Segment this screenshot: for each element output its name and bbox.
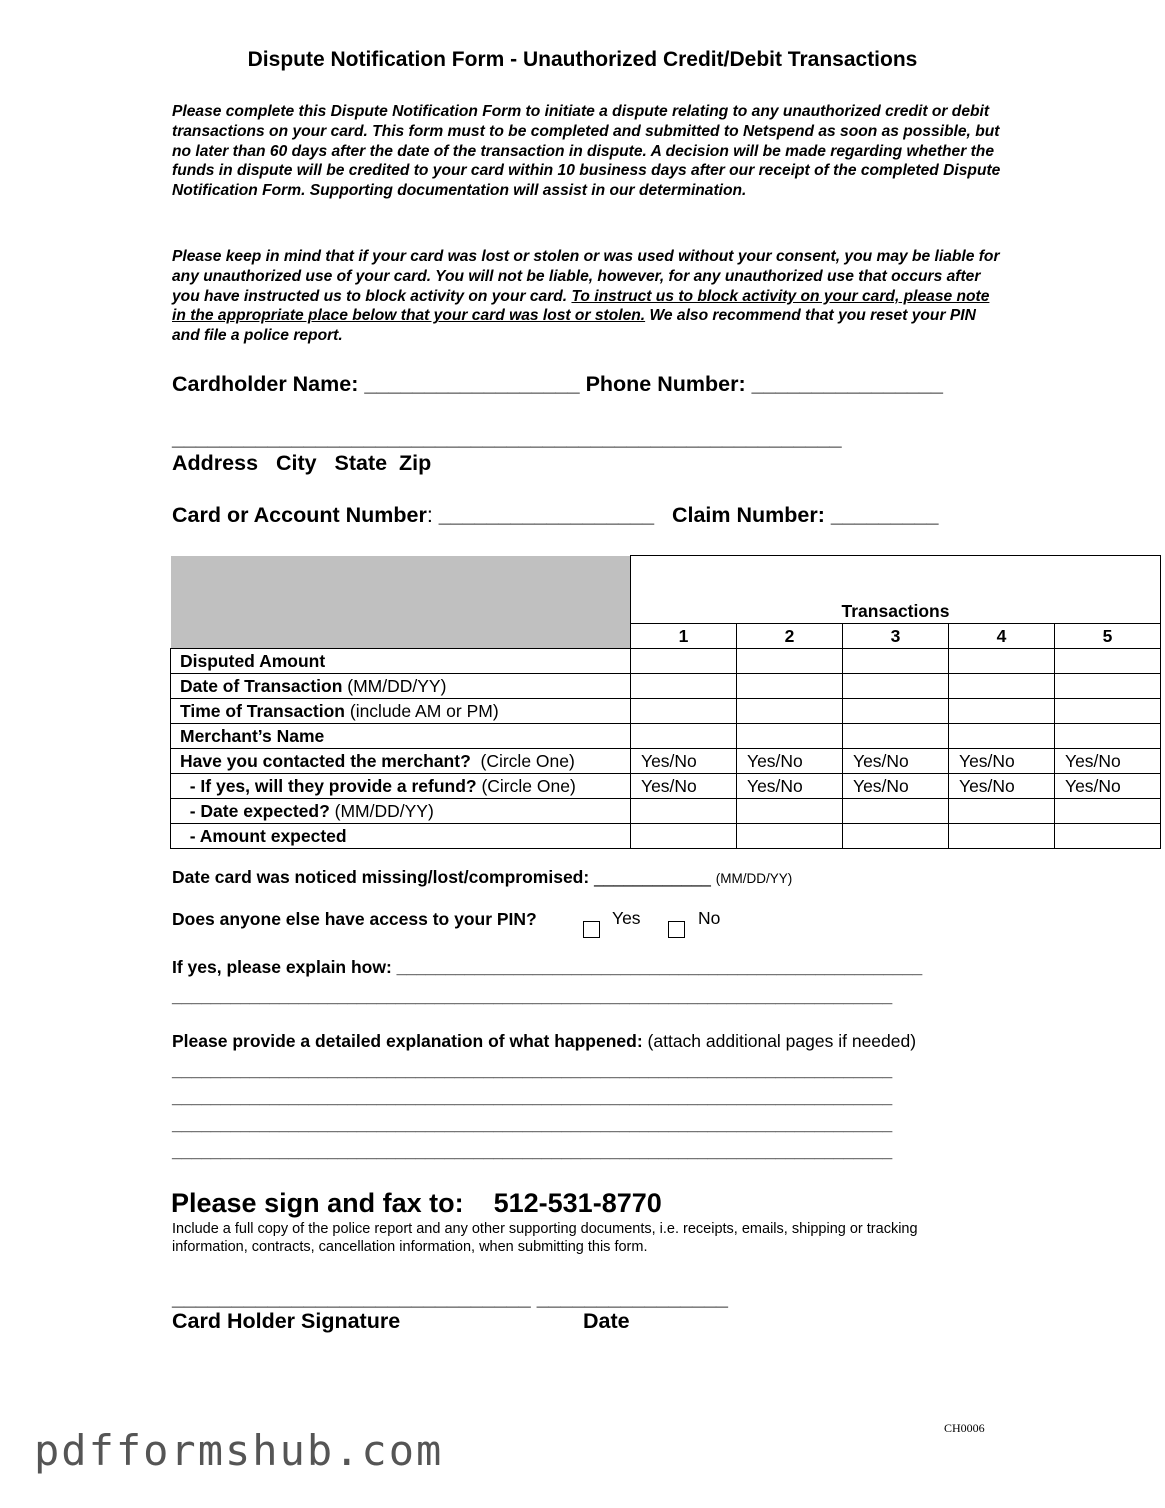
address-label: Address City State Zip <box>172 451 432 475</box>
table-cell[interactable] <box>631 674 737 699</box>
table-cell[interactable]: Yes/No <box>631 749 737 774</box>
intro-paragraph-1: Please complete this Dispute Notification Form to initiate a dispute relating to any unauthorized credit or debit transactions on your card. This form must to be completed and submitted to Netspend as soon as possible, but no later than 60 days after the date of the transaction in dispute. A decision will be made regarding whether the funds in dispute will be credited to your card within 10 business days after our receipt of the completed Dispute Notification Form. Supporting documentation will assist in our determination. <box>172 103 1001 200</box>
table-row <box>171 799 1161 824</box>
cardholder-label: Cardholder Name: <box>172 372 359 396</box>
pin-yes-label: Yes <box>612 908 641 928</box>
table-cell[interactable] <box>1055 649 1161 674</box>
table-row <box>171 699 1161 724</box>
table-row <box>171 749 1161 774</box>
table-cell[interactable] <box>631 724 737 749</box>
table-cell[interactable] <box>1055 724 1161 749</box>
row-label-note: (include AM or PM) <box>345 700 499 721</box>
table-cell[interactable] <box>631 799 737 824</box>
transactions-header: Transactions <box>631 556 1161 624</box>
table-row <box>171 674 1161 699</box>
fax-line <box>171 1188 662 1219</box>
row-label-bold: Merchant’s Name <box>180 725 325 746</box>
detail-label: Please provide a detailed explanation of what happened: <box>172 1031 643 1051</box>
table-cell[interactable] <box>1055 824 1161 849</box>
column-header-1: 1 <box>631 624 737 649</box>
address-blank[interactable]: ________________________________________________________ <box>172 426 842 450</box>
table-cell[interactable]: Yes/No <box>949 774 1055 799</box>
table-cell[interactable] <box>843 824 949 849</box>
table-cell[interactable]: Yes/No <box>737 774 843 799</box>
table-cell[interactable] <box>1055 699 1161 724</box>
row-label <box>171 699 631 724</box>
signature-blank[interactable]: ______________________________ ________________ <box>172 1286 729 1310</box>
row-label <box>171 824 631 849</box>
table-cell[interactable] <box>843 799 949 824</box>
detail-note: (attach additional pages if needed) <box>642 1031 917 1051</box>
column-header-4: 4 <box>949 624 1055 649</box>
row-label-bold: - Date expected? <box>180 800 330 821</box>
row-label <box>171 724 631 749</box>
watermark: pdfformshub.com <box>34 1426 444 1475</box>
table-cell[interactable] <box>1055 799 1161 824</box>
table-cell[interactable]: Yes/No <box>1055 774 1161 799</box>
transactions-table <box>170 555 1161 849</box>
table-cell[interactable] <box>631 649 737 674</box>
card-label: Card or Account Number <box>172 503 427 527</box>
table-cell[interactable] <box>737 824 843 849</box>
intro-p2-end: We also recommend that you reset your PIN and file a police report. <box>172 307 976 345</box>
cardholder-line: Cardholder Name: __________________ Phone Number: ________________ <box>172 372 943 396</box>
column-header-3: 3 <box>843 624 949 649</box>
row-label-bold: - If yes, will they provide a refund? <box>180 775 477 796</box>
table-cell[interactable]: Yes/No <box>949 749 1055 774</box>
table-cell[interactable] <box>949 799 1055 824</box>
intro-p2-underlined: To instruct us to block activity on your card, please note in the appropriate place below that your card was lost or stolen. <box>172 287 990 325</box>
row-label-note: (Circle One) <box>476 775 576 796</box>
table-cell[interactable] <box>631 699 737 724</box>
missing-format: (MM/DD/YY) <box>715 871 793 886</box>
intro-paragraph-2 <box>172 247 1002 346</box>
table-cell[interactable] <box>737 724 843 749</box>
table-cell[interactable] <box>1055 674 1161 699</box>
table-cell[interactable]: Yes/No <box>631 774 737 799</box>
table-row <box>171 824 1161 849</box>
missing-date-line <box>172 867 792 888</box>
column-header-2: 2 <box>737 624 843 649</box>
table-cell[interactable] <box>949 824 1055 849</box>
table-cell[interactable] <box>949 724 1055 749</box>
pin-yes-checkbox[interactable] <box>583 921 600 938</box>
table-corner <box>171 556 631 649</box>
table-cell[interactable] <box>843 649 949 674</box>
table-cell[interactable] <box>843 699 949 724</box>
row-label <box>171 749 631 774</box>
row-label-note: (MM/DD/YY) <box>329 800 434 821</box>
pin-no-label: No <box>698 908 721 928</box>
table-cell[interactable] <box>631 824 737 849</box>
form-code: CH0006 <box>944 1421 985 1435</box>
missing-blank[interactable]: ____________ <box>594 867 711 887</box>
explain-blank-2[interactable]: __________________________________________________________________________ <box>172 986 893 1006</box>
table-cell[interactable] <box>737 649 843 674</box>
table-cell[interactable]: Yes/No <box>843 749 949 774</box>
table-cell[interactable]: Yes/No <box>843 774 949 799</box>
phone-label: Phone Number: <box>585 372 746 396</box>
table-cell[interactable] <box>843 674 949 699</box>
row-label <box>171 799 631 824</box>
table-row <box>171 649 1161 674</box>
table-cell[interactable]: Yes/No <box>1055 749 1161 774</box>
row-label-bold: Date of Transaction <box>180 675 343 696</box>
detail-line <box>172 1031 916 1052</box>
date-label: Date <box>583 1309 630 1333</box>
claim-label: Claim Number: <box>671 503 825 527</box>
table-cell[interactable] <box>949 699 1055 724</box>
row-label-bold: - Amount expected <box>180 825 347 846</box>
explain-label: If yes, please explain how: <box>172 957 392 977</box>
fax-label: Please sign and fax to: <box>171 1188 464 1218</box>
detail-blank-2[interactable]: __________________________________________________________________________ <box>172 1087 893 1107</box>
transactions-body <box>171 649 1161 849</box>
column-header-5: 5 <box>1055 624 1161 649</box>
table-cell[interactable] <box>843 724 949 749</box>
row-label-note: (MM/DD/YY) <box>342 675 447 696</box>
row-label-bold: Disputed Amount <box>180 650 326 671</box>
explain-line: If yes, please explain how: ______________________________________________________ <box>172 957 923 977</box>
row-label-bold: Have you contacted the merchant? <box>180 750 471 771</box>
table-row <box>171 724 1161 749</box>
table-cell[interactable] <box>949 649 1055 674</box>
detail-blank-1[interactable]: __________________________________________________________________________ <box>172 1060 893 1080</box>
card-colon: : <box>426 503 433 527</box>
table-row <box>171 774 1161 799</box>
row-label-note: (Circle One) <box>470 750 575 771</box>
fax-number: 512-531-8770 <box>493 1188 662 1218</box>
table-cell[interactable] <box>949 674 1055 699</box>
detail-blank-3[interactable]: __________________________________________________________________________ <box>172 1114 893 1134</box>
form-title: Dispute Notification Form - Unauthorized Credit/Debit Transactions <box>247 48 918 71</box>
row-label <box>171 674 631 699</box>
card-line: Card or Account Number: __________________ Claim Number: _________ <box>172 503 939 527</box>
table-cell[interactable]: Yes/No <box>737 749 843 774</box>
row-label <box>171 649 631 674</box>
missing-label: Date card was noticed missing/lost/compromised: <box>172 867 590 887</box>
pin-question-label: Does anyone else have access to your PIN? <box>172 909 537 929</box>
table-cell[interactable] <box>737 674 843 699</box>
signature-label: Card Holder Signature <box>172 1309 401 1333</box>
table-cell[interactable] <box>737 799 843 824</box>
fax-note: Include a full copy of the police report and any other supporting documents, i.e. receipts, emails, shipping or tracking information, contracts, cancellation information, when submitting this form. <box>172 1221 918 1255</box>
row-label-bold: Time of Transaction <box>180 700 345 721</box>
pin-no-checkbox[interactable] <box>668 921 685 938</box>
table-cell[interactable] <box>737 699 843 724</box>
row-label <box>171 774 631 799</box>
detail-blank-4[interactable]: __________________________________________________________________________ <box>172 1141 893 1161</box>
intro-p2-start: Please keep in mind that if your card was lost or stolen or was used without your consent, you may be liable for any unauthorized use of your card. You will not be liable, however, for any unauthorized use that occurs after you have instructed us to block activity on your card. <box>172 248 1000 305</box>
